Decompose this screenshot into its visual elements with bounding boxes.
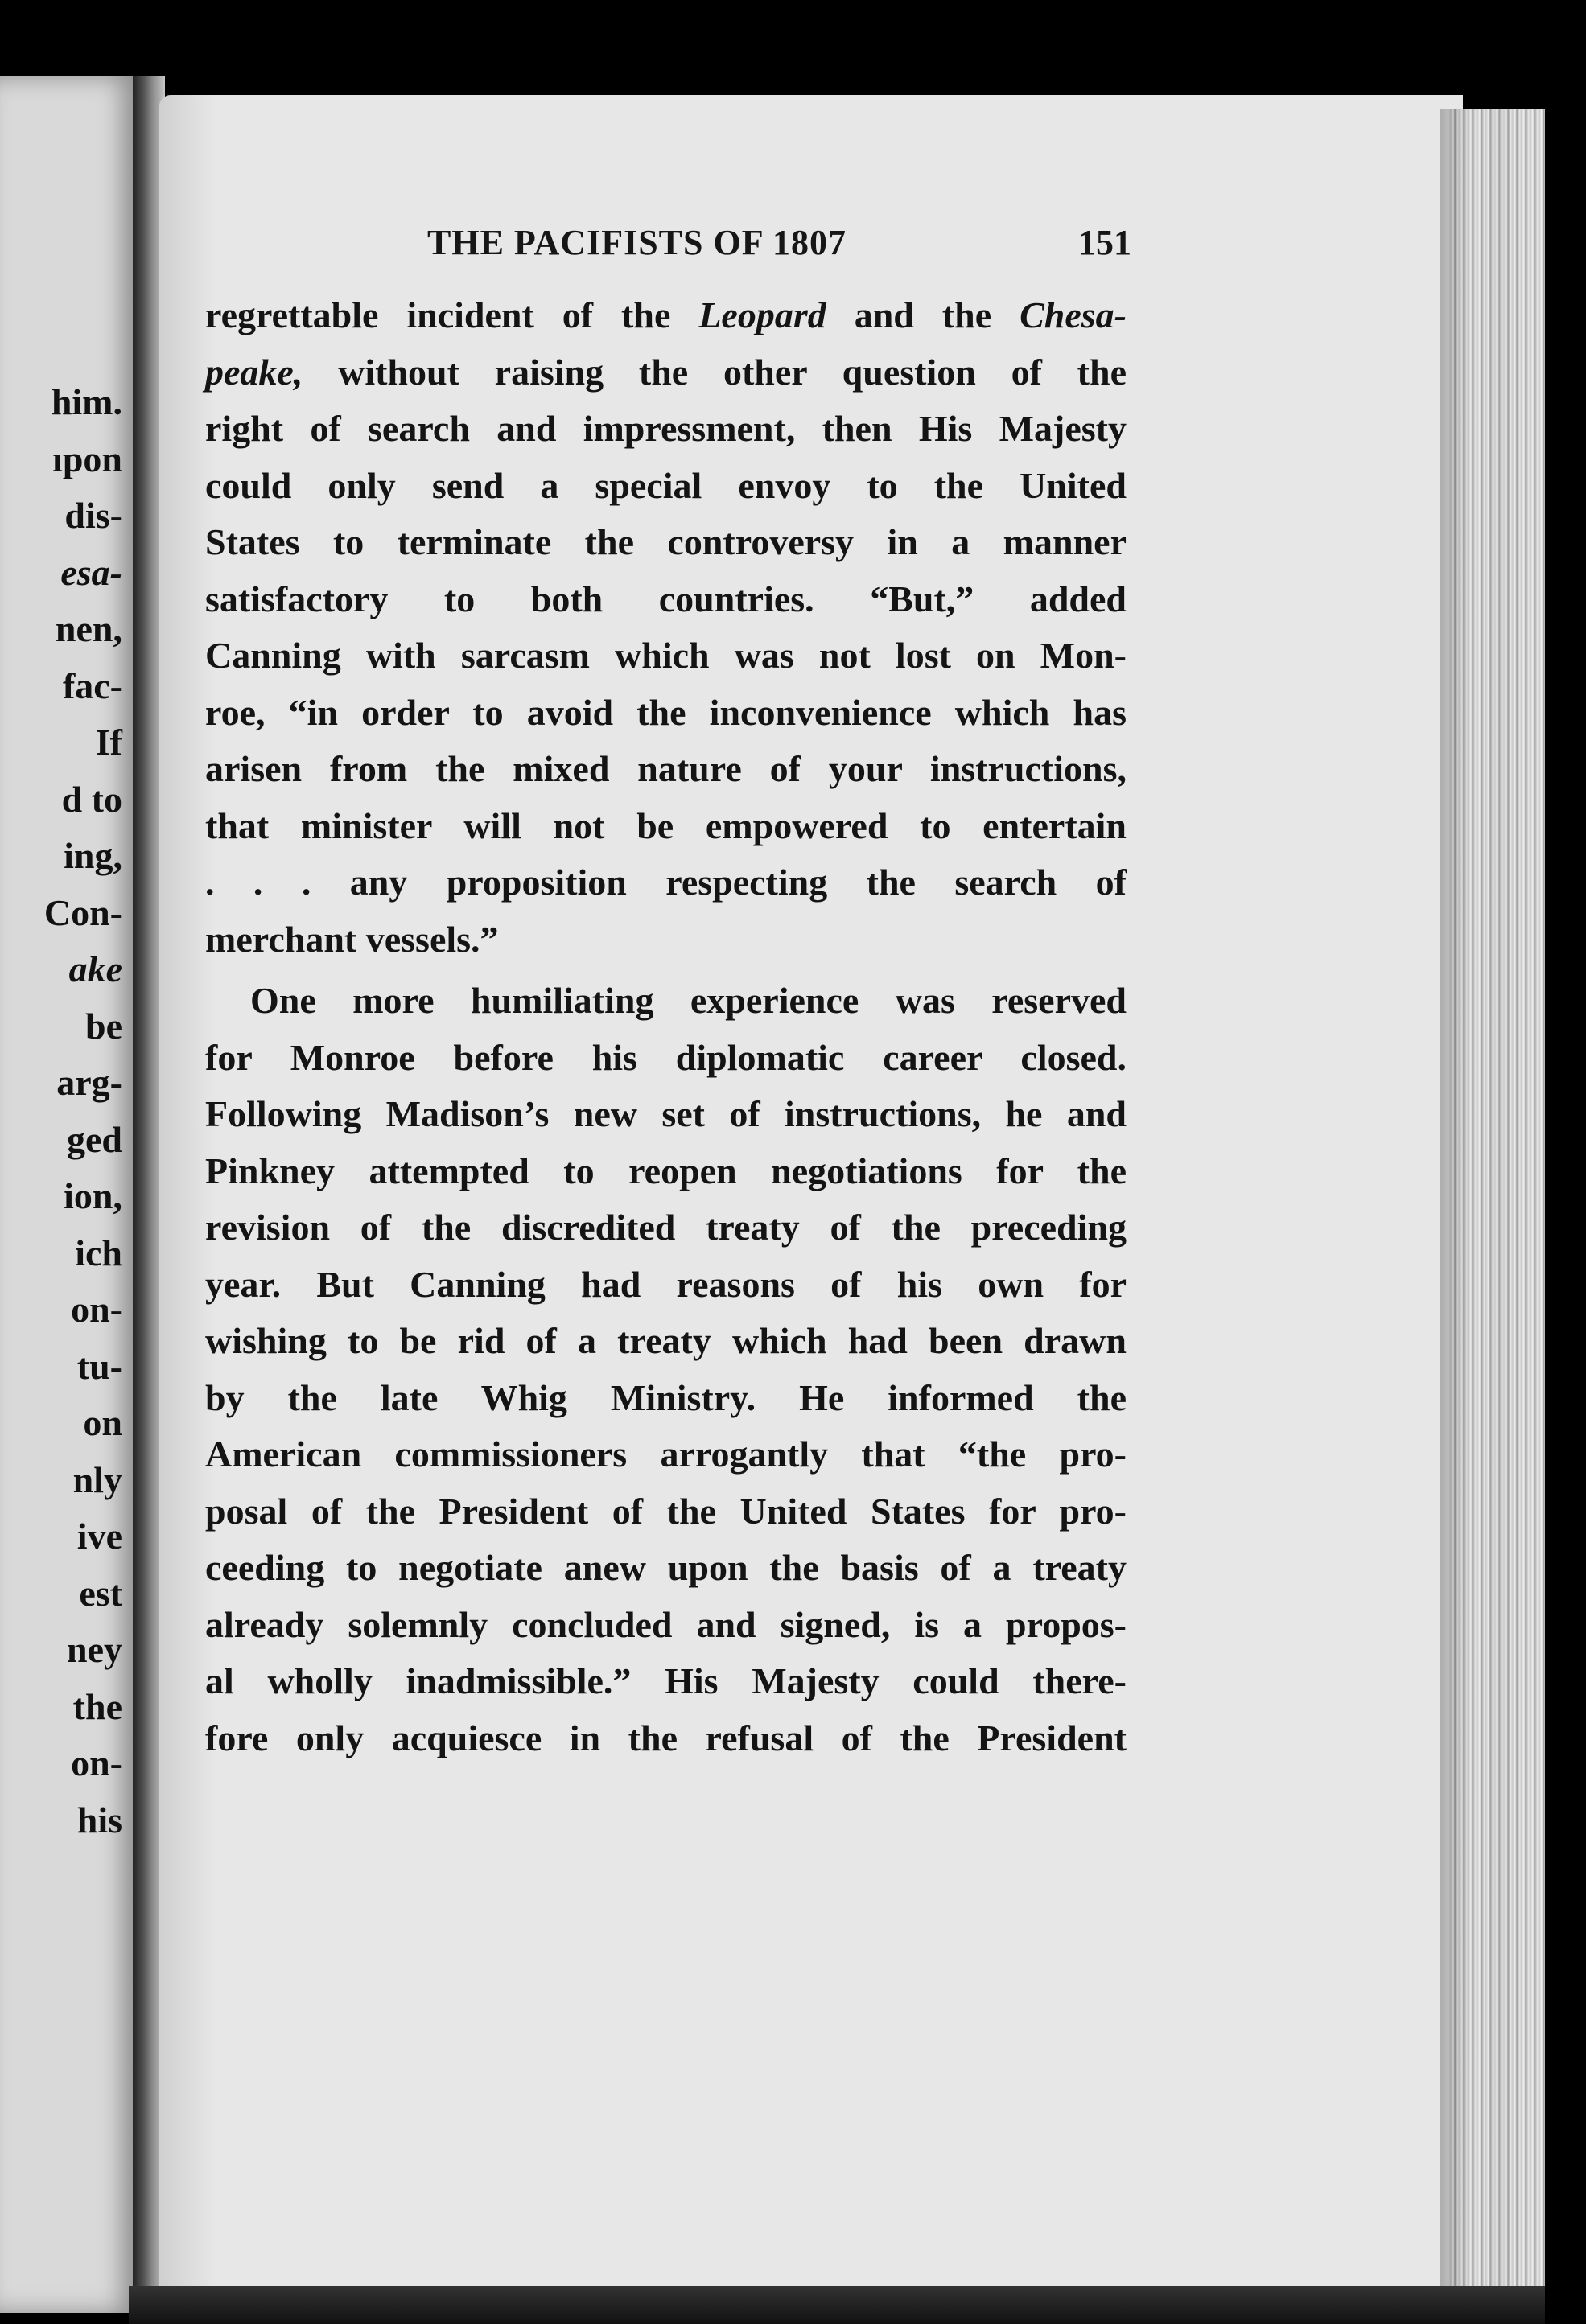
prev-line: ion,	[64, 1175, 122, 1216]
text-line: Canning with sarcasm which was not lost on Mon-	[205, 635, 1127, 676]
text-line: al wholly inadmissible.” His Majesty could there-	[205, 1660, 1127, 1701]
italic-ship-name: Chesa-	[1020, 294, 1127, 335]
prev-line: ged	[67, 1118, 122, 1160]
prev-line: ing,	[64, 835, 122, 876]
page-edge-shadow	[1440, 109, 1473, 2313]
text-line: right of search and impressment, then His Majesty	[205, 408, 1127, 449]
text-line: revision of the discredited treaty of the preceding	[205, 1207, 1127, 1248]
paragraph-1	[205, 287, 1127, 968]
prev-line: him.	[51, 381, 122, 422]
running-head-title: THE PACIFISTS OF 1807	[427, 223, 847, 262]
prev-line: nen,	[55, 608, 122, 649]
text-line: One more humiliating experience was reserved	[250, 980, 1127, 1021]
prev-line: be	[85, 1005, 122, 1047]
text-line: arisen from the mixed nature of your instructions,	[205, 748, 1127, 789]
text-line: States to terminate the controversy in a manner	[205, 521, 1127, 562]
prev-line: nly	[72, 1458, 122, 1500]
prev-line: tu-	[76, 1345, 122, 1387]
paragraph-2	[205, 973, 1127, 1767]
text-span: without raising the other question of the	[303, 351, 1127, 393]
text-line: Pinkney attempted to reopen negotiations for the	[205, 1150, 1127, 1191]
text-span: regrettable incident of the	[205, 294, 699, 335]
prev-line: ive	[76, 1516, 122, 1557]
text-line: ceeding to negotiate anew upon the basis of a treaty	[205, 1547, 1127, 1588]
text-line: Following Madison’s new set of instructions, he and	[205, 1093, 1127, 1134]
scan-bottom-border	[129, 2286, 1545, 2324]
prev-line: est	[79, 1572, 122, 1614]
text-line: posal of the President of the United States for pro-	[205, 1490, 1127, 1532]
text-line: American commissioners arrogantly that “the pro-	[205, 1433, 1127, 1475]
prev-line: on-	[71, 1742, 122, 1783]
text-line: for Monroe before his diplomatic career closed.	[205, 1036, 1127, 1078]
prev-line: ney	[67, 1629, 122, 1670]
text-line: satisfactory to both countries. “But,” added	[205, 578, 1127, 619]
text-line: that minister will not be empowered to entertain	[205, 804, 1127, 846]
prev-line: the	[72, 1685, 122, 1727]
prev-line: d to	[61, 778, 122, 820]
prev-line: arg-	[56, 1062, 122, 1103]
text-line: could only send a special envoy to the United	[205, 464, 1127, 506]
text-line: fore only acquiesce in the refusal of the President	[205, 1717, 1127, 1758]
prev-line: esa-	[60, 551, 122, 593]
prev-line: ake	[68, 948, 122, 989]
previous-page-text	[44, 374, 122, 1849]
prev-line: dis-	[64, 495, 122, 536]
italic-ship-name: Leopard	[698, 294, 826, 335]
running-head	[427, 222, 1131, 270]
text-line	[205, 344, 1127, 401]
page-number: 151	[1078, 223, 1131, 262]
prev-line: Con-	[43, 891, 122, 933]
text-line	[205, 287, 1127, 344]
previous-page-edge	[0, 76, 137, 2313]
text-line: . . . any proposition respecting the search of	[205, 862, 1127, 903]
prev-line: fac-	[62, 664, 122, 706]
text-line: wishing to be rid of a treaty which had been drawn	[205, 1320, 1127, 1361]
text-line: by the late Whig Ministry. He informed the	[205, 1376, 1127, 1418]
text-line: already solemnly concluded and signed, is a propos-	[205, 1603, 1127, 1645]
italic-ship-name: peake,	[205, 351, 303, 393]
prev-line: If	[95, 722, 122, 763]
text-span: and the	[826, 294, 1020, 335]
text-line: roe, “in order to avoid the inconvenience which has	[205, 691, 1127, 733]
prev-line: his	[76, 1799, 122, 1841]
prev-line: on-	[71, 1289, 122, 1330]
text-line: year. But Canning had reasons of his own for	[205, 1263, 1127, 1305]
body-text	[205, 287, 1127, 1767]
text-line: merchant vessels.”	[205, 918, 499, 960]
prev-line: ıpon	[52, 438, 122, 479]
prev-line: ich	[75, 1232, 122, 1273]
prev-line: on	[83, 1402, 122, 1443]
